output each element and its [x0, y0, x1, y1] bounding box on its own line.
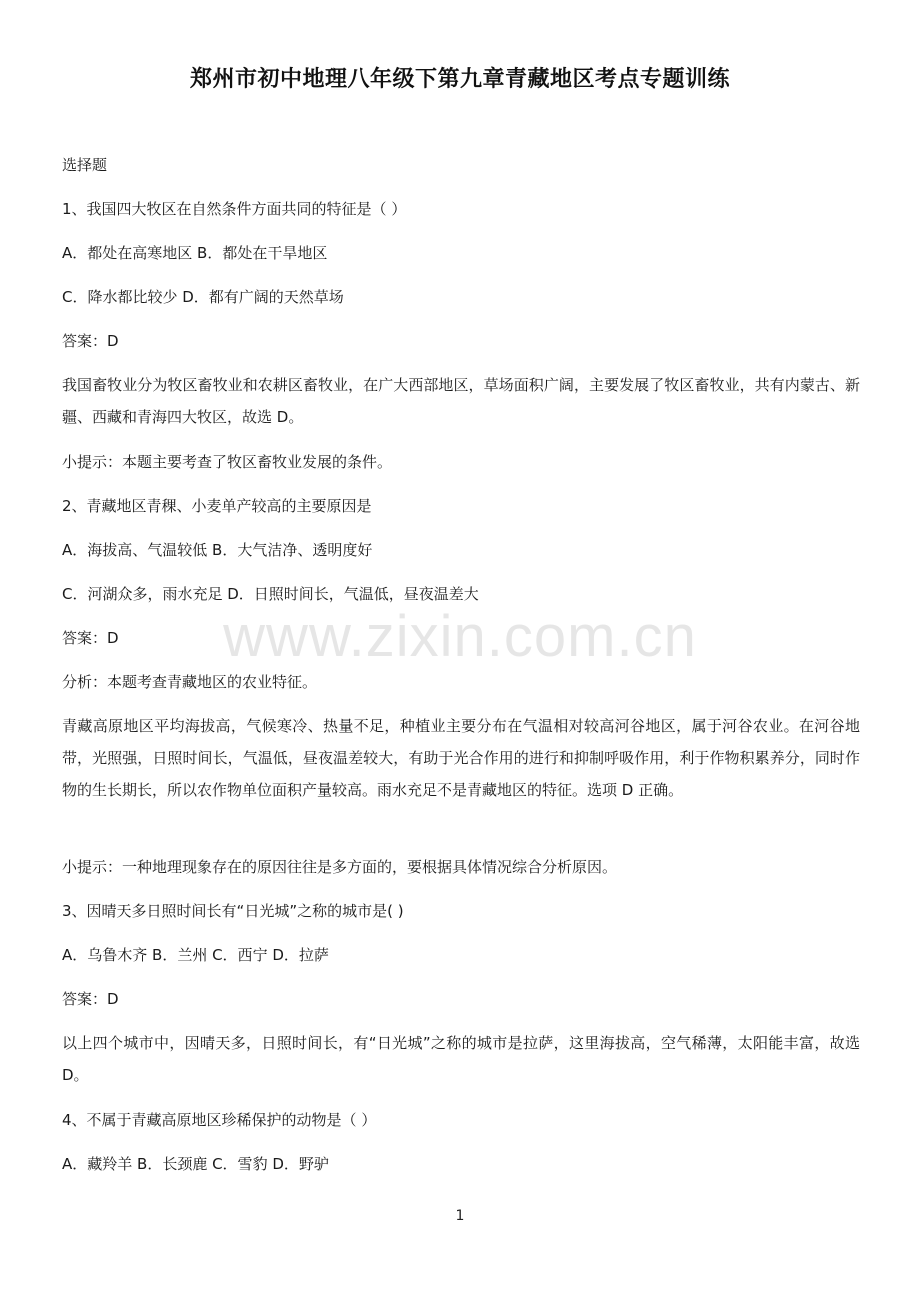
question-2-options-c-d: C．河湖众多，雨水充足 D．日照时间长，气温低，昼夜温差大	[62, 585, 479, 603]
question-1-stem: 1、我国四大牧区在自然条件方面共同的特征是（ ）	[62, 200, 407, 218]
question-4-stem: 4、不属于青藏高原地区珍稀保护的动物是（ ）	[62, 1111, 377, 1129]
page-number: 1	[455, 1208, 465, 1224]
question-1-tip: 小提示：本题主要考查了牧区畜牧业发展的条件。	[62, 453, 393, 471]
question-1-options-a-b: A．都处在高寒地区 B．都处在干旱地区	[62, 244, 328, 262]
question-3-answer: 答案：D	[62, 990, 119, 1008]
question-3-options: A．乌鲁木齐 B．兰州 C．西宁 D．拉萨	[62, 946, 329, 964]
question-2-explanation: 青藏高原地区平均海拔高，气候寒冷、热量不足，种植业主要分布在气温相对较高河谷地区，属于河谷农业。在河谷地带，光照强，日照时间长，气温低，昼夜温差较大，有助于光合作用的进行和抑制呼吸作用，利于作物积累养分，同时作物的生长期长，所以农作物单位面积产量较高。雨水充足不是青藏地区的特征。选项 D 正确。	[62, 717, 860, 799]
question-2-analysis: 分析：本题考查青藏地区的农业特征。	[62, 673, 318, 691]
question-3-explanation: 以上四个城市中，因晴天多，日照时间长，有“日光城”之称的城市是拉萨，这里海拔高，空气稀薄，太阳能丰富，故选 D。	[62, 1034, 860, 1084]
question-3-stem: 3、因晴天多日照时间长有“日光城”之称的城市是( )	[62, 902, 404, 920]
question-1-explanation: 我国畜牧业分为牧区畜牧业和农耕区畜牧业，在广大西部地区，草场面积广阔，主要发展了牧区畜牧业，共有内蒙古、新疆、西藏和青海四大牧区，故选 D。	[62, 376, 860, 426]
question-4-options: A．藏羚羊 B．长颈鹿 C．雪豹 D．野驴	[62, 1155, 329, 1173]
question-2-stem: 2、青藏地区青稞、小麦单产较高的主要原因是	[62, 497, 372, 515]
section-heading: 选择题	[62, 156, 108, 174]
watermark: www.zixin.com.cn	[223, 604, 697, 669]
question-2-answer: 答案：D	[62, 629, 119, 647]
document-title: 郑州市初中地理八年级下第九章青藏地区考点专题训练	[189, 67, 730, 92]
question-2-tip: 小提示：一种地理现象存在的原因往往是多方面的，要根据具体情况综合分析原因。	[62, 858, 618, 876]
question-2-options-a-b: A．海拔高、气温较低 B．大气洁净、透明度好	[62, 541, 373, 559]
question-1-answer: 答案：D	[62, 332, 119, 350]
question-1-options-c-d: C．降水都比较少 D．都有广阔的天然草场	[62, 288, 344, 306]
